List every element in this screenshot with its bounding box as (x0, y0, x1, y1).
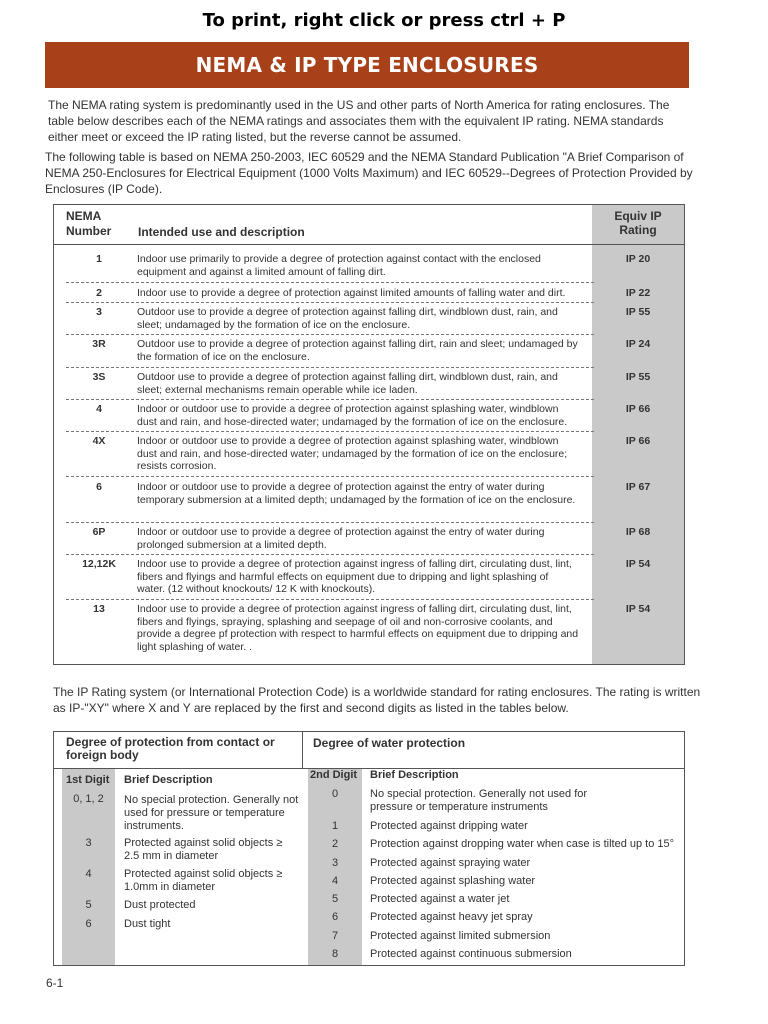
row-divider (66, 282, 594, 283)
second-digit-value: 6 (331, 911, 339, 923)
second-digit-description: Protected against splashing water (370, 875, 536, 887)
second-digit-label: 2nd Digit (310, 769, 358, 781)
ip-rating: IP 67 (625, 481, 651, 493)
first-digit-description: Dust tight (124, 918, 171, 930)
ip-rating: IP 24 (625, 338, 651, 350)
nema-number: 12,12K (82, 558, 116, 570)
nema-number: 2 (96, 287, 102, 299)
print-hint: To print, right click or press ctrl + P (202, 10, 566, 31)
second-digit-value: 4 (331, 875, 339, 887)
ip-rating: IP 66 (625, 435, 651, 447)
second-digit-description: Protected against continuous submersion (370, 948, 572, 960)
nema-description: Indoor or outdoor use to provide a degree of protection against the entry of water during prolonged submersion at a limited depth. (137, 526, 545, 551)
nema-description: Indoor or outdoor use to provide a degree of protection against the entry of water during temporary submersion at a limited depth; undamaged by the formation of ice on the enclosure. (137, 481, 576, 506)
nema-number: 6 (96, 481, 102, 493)
first-brief-label: Brief Description (124, 774, 213, 786)
source-paragraph: The following table is based on NEMA 250-2003, IEC 60529 and the NEMA Standard Publication "A Brief Comparison of NEMA 250-Enclosures for Electrical Equipment (1000 Volts Maximum) and IEC 60529--Degrees of Protection Provided by Enclosures (IP Code). (45, 150, 693, 197)
second-digit-description: Protected against heavy jet spray (370, 911, 533, 923)
ip-intro-paragraph: The IP Rating system (or International Protection Code) is a worldwide standard for rating enclosures. The rating is written as IP-"XY" where X and Y are replaced by the first and second digits as listed in the tables below. (53, 685, 701, 716)
nema-description: Indoor use to provide a degree of protection against ingress of falling dirt, circulating dust, lint, fibers and flyings and harmful effects on equipment due to dripping and light splashing of water. (12 without knockouts/ 12 K with knockouts). (137, 558, 572, 596)
page-title-banner: NEMA & IP TYPE ENCLOSURES (45, 42, 689, 88)
second-digit-description: Protected against a water jet (370, 893, 510, 905)
second-digit-value: 3 (331, 857, 339, 869)
nema-number: 4 (96, 403, 102, 415)
second-digit-value: 0 (331, 788, 339, 800)
header-divider (54, 244, 684, 245)
second-digit-value: 5 (331, 893, 339, 905)
nema-number: 6P (92, 526, 106, 538)
second-brief-label: Brief Description (370, 769, 459, 781)
nema-description: Outdoor use to provide a degree of protection against falling dirt, windblown dust, rain, and sleet; external mechanisms remain operable while ice laden. (137, 371, 558, 396)
first-digit-value: 6 (85, 918, 92, 930)
first-digit-description: Protected against solid objects ≥ 2.5 mm in diameter (124, 837, 283, 862)
first-digit-value: 4 (85, 868, 92, 880)
heading-underline (54, 768, 684, 769)
ip-rating: IP 20 (625, 253, 651, 265)
contact-protection-heading: Degree of protection from contact or foreign body (66, 735, 275, 762)
first-digit-label: 1st Digit (66, 774, 110, 786)
nema-number: 3R (92, 338, 106, 350)
ip-rating-header-line1: Equiv IP (614, 209, 662, 223)
nema-description: Indoor use primarily to provide a degree of protection against contact with the enclosed equipment and against a limited amount of falling dirt. (137, 253, 541, 278)
second-digit-value: 1 (331, 820, 339, 832)
nema-description: Indoor use to provide a degree of protection against ingress of falling dirt, circulating dust, lint, fibers and flyings, spraying, splashing and seepage of oil and non-corrosive coolants, and provide a degree pf protection with respect to harmful effects on equipment due to dripping and light splashing of water. . (137, 603, 579, 653)
second-digit-value: 2 (331, 838, 339, 850)
nema-description: Indoor use to provide a degree of protection against limited amounts of falling water and dirt. (137, 287, 566, 299)
nema-description: Outdoor use to provide a degree of protection against falling dirt, rain and sleet; undamaged by the formation of ice on the enclosure. (137, 338, 578, 363)
nema-description: Indoor or outdoor use to provide a degree of protection against splashing water, windblown dust and rain, and hose-directed water; undamaged by the formation of ice on the enclosure; resists corrosion. (137, 435, 568, 473)
row-divider (66, 599, 594, 600)
row-divider (66, 399, 594, 400)
second-digit-value: 8 (331, 948, 339, 960)
first-digit-value: 5 (85, 899, 92, 911)
heading-divider (302, 732, 303, 768)
ip-rating: IP 54 (625, 603, 651, 615)
second-digit-description: No special protection. Generally not used for pressure or temperature instruments (370, 788, 588, 813)
nema-description: Indoor or outdoor use to provide a degree of protection against splashing water, windblown dust and rain, and hose-directed water; undamaged by the formation of ice on the enclosure. (137, 403, 568, 428)
nema-number-header-line1: NEMA (66, 209, 102, 223)
ip-rating: IP 66 (625, 403, 651, 415)
second-digit-value: 7 (331, 930, 339, 942)
first-digit-value: 0, 1, 2 (73, 793, 104, 805)
second-digit-description: Protected against dripping water (370, 820, 528, 832)
nema-number-header (66, 209, 111, 239)
ip-rating: IP 68 (625, 526, 651, 538)
ip-rating: IP 22 (625, 287, 651, 299)
ip-rating: IP 55 (625, 371, 651, 383)
ip-rating-header-line2: Rating (619, 223, 657, 237)
row-divider (66, 476, 594, 477)
first-digit-value: 3 (85, 837, 92, 849)
row-divider (66, 522, 594, 523)
row-divider (66, 431, 594, 432)
nema-table (53, 204, 685, 665)
second-digit-description: Protected against spraying water (370, 857, 531, 869)
nema-number: 3S (92, 371, 106, 383)
row-divider (66, 554, 594, 555)
row-divider (66, 334, 594, 335)
row-divider (66, 367, 594, 368)
second-digit-description: Protected against limited submersion (370, 930, 551, 942)
nema-number-header-line2: Number (66, 224, 112, 238)
first-digit-description: No special protection. Generally not used for pressure or temperature instruments. (124, 794, 299, 832)
nema-number: 13 (93, 603, 105, 615)
ip-code-table (53, 731, 685, 966)
nema-number: 4X (92, 435, 106, 447)
nema-number: 1 (96, 253, 102, 265)
intro-paragraph: The NEMA rating system is predominantly used in the US and other parts of North America for rating enclosures. The table below describes each of the NEMA ratings and associates them with the equivalent IP rating. NEMA standards either meet or exceed the IP rating listed, but the reverse cannot be assumed. (48, 98, 670, 145)
ip-rating: IP 55 (625, 306, 651, 318)
first-digit-description: Protected against solid objects ≥ 1.0mm in diameter (124, 868, 283, 893)
water-protection-heading: Degree of water protection (313, 736, 466, 750)
second-digit-description: Protection against dropping water when case is tilted up to 15° (370, 838, 675, 850)
description-header: Intended use and description (138, 225, 305, 239)
ip-rating: IP 54 (625, 558, 651, 570)
nema-description: Outdoor use to provide a degree of protection against falling dirt, windblown dust, rain, and sleet; undamaged by the formation of ice on the enclosure. (137, 306, 558, 331)
ip-rating-header (592, 209, 684, 237)
nema-number: 3 (96, 306, 102, 318)
row-divider (66, 302, 594, 303)
page-number: 6-1 (46, 976, 64, 990)
first-digit-description: Dust protected (124, 899, 196, 911)
